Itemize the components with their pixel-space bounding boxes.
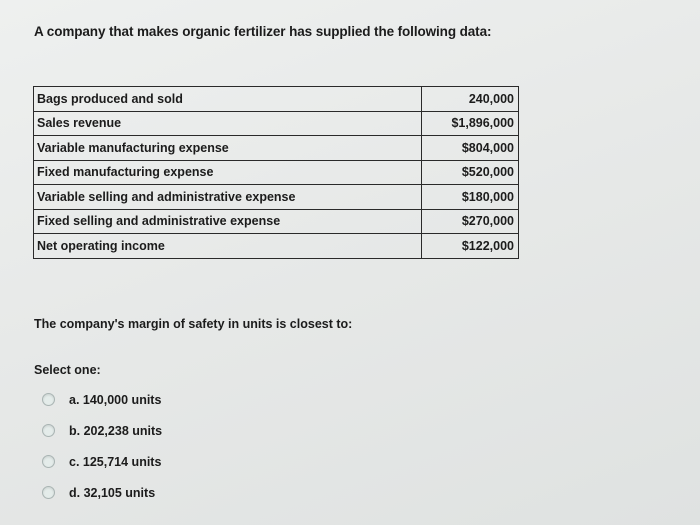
row-value: $804,000 xyxy=(422,136,519,161)
option-a-label[interactable]: a. 140,000 units xyxy=(69,392,162,407)
row-value: 240,000 xyxy=(422,87,519,112)
row-label: Sales revenue xyxy=(34,111,422,136)
radio-button-d[interactable] xyxy=(42,486,55,499)
row-label: Fixed selling and administrative expense xyxy=(34,209,422,234)
radio-button-a[interactable] xyxy=(42,393,55,406)
row-value: $270,000 xyxy=(422,209,519,234)
option-c[interactable] xyxy=(42,446,162,477)
radio-button-c[interactable] xyxy=(42,455,55,468)
radio-button-b[interactable] xyxy=(42,424,55,437)
option-d-label[interactable]: d. 32,105 units xyxy=(69,485,156,500)
option-a[interactable] xyxy=(42,384,162,415)
table-row xyxy=(34,111,519,136)
row-value: $520,000 xyxy=(422,160,519,185)
table-row xyxy=(34,185,519,210)
table-row xyxy=(34,160,519,185)
table-row xyxy=(34,136,519,161)
answer-options xyxy=(42,384,162,508)
row-value: $1,896,000 xyxy=(422,111,519,136)
row-label: Net operating income xyxy=(34,234,422,259)
row-value: $122,000 xyxy=(422,234,519,259)
option-c-label[interactable]: c. 125,714 units xyxy=(69,454,162,469)
table-row xyxy=(34,209,519,234)
row-label: Variable selling and administrative expense xyxy=(34,185,422,210)
row-label: Bags produced and sold xyxy=(34,87,422,112)
select-one-label: Select one: xyxy=(34,363,101,377)
table-row xyxy=(34,87,519,112)
row-label: Variable manufacturing expense xyxy=(34,136,422,161)
table-row xyxy=(34,234,519,259)
question-intro: A company that makes organic fertilizer has supplied the following data: xyxy=(34,24,492,39)
row-value: $180,000 xyxy=(422,185,519,210)
question-prompt: The company's margin of safety in units is closest to: xyxy=(34,317,353,331)
option-d[interactable] xyxy=(42,477,162,508)
option-b[interactable] xyxy=(42,415,162,446)
row-label: Fixed manufacturing expense xyxy=(34,160,422,185)
option-b-label[interactable]: b. 202,238 units xyxy=(69,423,163,438)
data-table xyxy=(33,86,519,259)
